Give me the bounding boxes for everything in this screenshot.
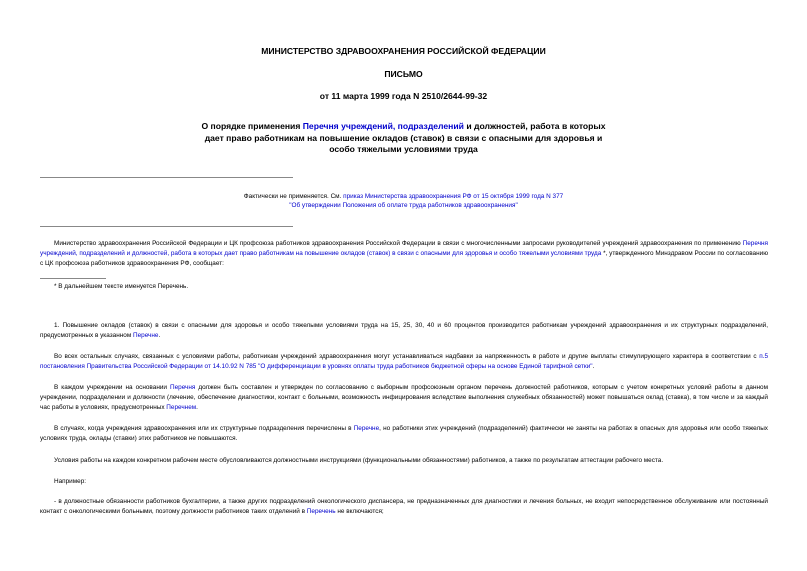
paragraph-5-text: Условия работы на каждом конкретном рабочем месте обусловливаются должностными инструкциями (функциональными обязанностями) работников, а также по результатам аттестации рабочего места. <box>54 457 664 464</box>
intro-text-1: Министерство здравоохранения Российской Федерации и ЦК профсоюза работников здравоохранения Российской Федерации в связи с многочисленными запросами руководителей учреждений здравоохранения по применению <box>54 240 743 247</box>
paragraph-3-text-1: В каждом учреждении на основании <box>54 384 170 391</box>
paragraph-7-text-1: - в должностные обязанности работников бухгалтерии, а также других подразделений онкологического диспансера, не предназначенных для диагностики и лечения больных, не входит непосредственное обслуживание или постоянный контакт с онкологическими больными, поэтому должности работников таких отделений в <box>40 498 768 516</box>
ministry-heading: МИНИСТЕРСТВО ЗДРАВООХРАНЕНИЯ РОССИЙСКОЙ ФЕДЕРАЦИИ <box>261 46 546 56</box>
paragraph-4 <box>40 424 768 444</box>
paragraph-3-link-1[interactable]: Перечня <box>170 384 196 391</box>
divider-top <box>40 177 293 178</box>
paragraph-2 <box>40 352 768 372</box>
paragraph-2-text: Во всех остальных случаях, связанных с условиями работы, работникам учреждений здравоохранения могут устанавливаться надбавки за напряженность в работе и другие выплаты стимулирующего характера в соответствии с <box>54 353 760 360</box>
paragraph-3-link-2[interactable]: Перечнем <box>166 404 197 412</box>
paragraph-7 <box>40 497 768 517</box>
status-note-text: Фактически не применяется. См. <box>243 193 344 200</box>
footnote-divider <box>40 278 106 279</box>
paragraph-2-end: . <box>592 363 595 371</box>
paragraph-4-link[interactable]: Перечне <box>353 425 380 432</box>
title-text-1: О порядке применения <box>201 121 303 131</box>
intro-text-2: *, утвержденного Минздравом России по согласованию с ЦК профсоюза работников здравоохранения РФ, сообщает: <box>40 250 769 268</box>
paragraph-6 <box>40 477 768 487</box>
paragraph-1-end: . <box>158 332 161 340</box>
doc-type-heading: ПИСЬМО <box>384 69 423 79</box>
status-note-link[interactable]: приказ Министерства здравоохранения РФ от 15 октября 1999 года N 377 "Об утверждении Положения об оплате труда работников здравоохранения" <box>289 193 564 209</box>
doc-date-heading: от 11 марта 1999 года N 2510/2644-99-32 <box>319 91 488 101</box>
paragraph-4-text-1: В случаях, когда учреждения здравоохранения или их структурные подразделения перечислены в <box>54 425 354 432</box>
intro-paragraph <box>40 239 768 270</box>
status-note <box>240 192 567 210</box>
title-link[interactable]: Перечня учреждений, подразделений <box>302 121 464 131</box>
paragraph-7-link[interactable]: Перечень <box>306 508 336 516</box>
paragraph-1 <box>40 321 768 341</box>
paragraph-3-end: . <box>196 404 198 412</box>
paragraph-4-text-2: , но работники этих учреждений (подразделений) фактически не заняты на работах в опасных для здоровья или особо тяжелых условиях труда, оклады (ставки) этих работников не повышаются. <box>40 425 768 443</box>
paragraph-6-text: Например: <box>54 478 87 485</box>
paragraph-1-text: 1. Повышение окладов (ставок) в связи с опасными для здоровья и особо тяжелыми условиями труда на 15, 25, 30, 40 и 60 процентов производится работникам учреждений здравоохранения и их структурных подразделений, предусмотренных в указанном <box>40 322 768 340</box>
document-title <box>200 121 607 156</box>
paragraph-3-text-2: должен быть составлен и утвержден по согласованию с выборным профсоюзным органом перечень должностей работников, которым с учетом конкретных условий работы в данном учреждении, подразделении и должности (лечение, обеспечение диагностики, контакт с больными, возможность инфицирования вследствие выполнения служебных обязанностей) может повышаться оклад (ставка), в том числе и за каждый час работы в условиях, предусмотренных <box>40 384 768 412</box>
divider-bottom <box>40 226 293 227</box>
paragraph-3 <box>40 383 768 414</box>
title-text-2: и должностей, работа в которых дает право работникам на повышение окладов (ставок) в связи с опасными для здоровья и особо тяжелыми условиями труда <box>204 121 606 154</box>
intro-link[interactable]: Перечня учреждений, подразделений и должностей, работа в которых дает право работникам на повышение окладов (ставок) в связи с опасными для здоровья и особо тяжелыми условиями труда <box>40 240 768 258</box>
paragraph-2-link[interactable]: п.5 постановления Правительства Российской Федерации от 14.10.92 N 785 "О дифференциации в уровнях оплаты труда работников бюджетной сферы на основе Единой тарифной сетки" <box>40 353 768 371</box>
paragraph-1-link[interactable]: Перечне <box>133 332 159 340</box>
paragraph-5 <box>40 456 768 466</box>
footnote: * В дальнейшем тексте именуется Перечень. <box>54 283 189 290</box>
paragraph-7-text-2: не включаются; <box>335 508 384 516</box>
